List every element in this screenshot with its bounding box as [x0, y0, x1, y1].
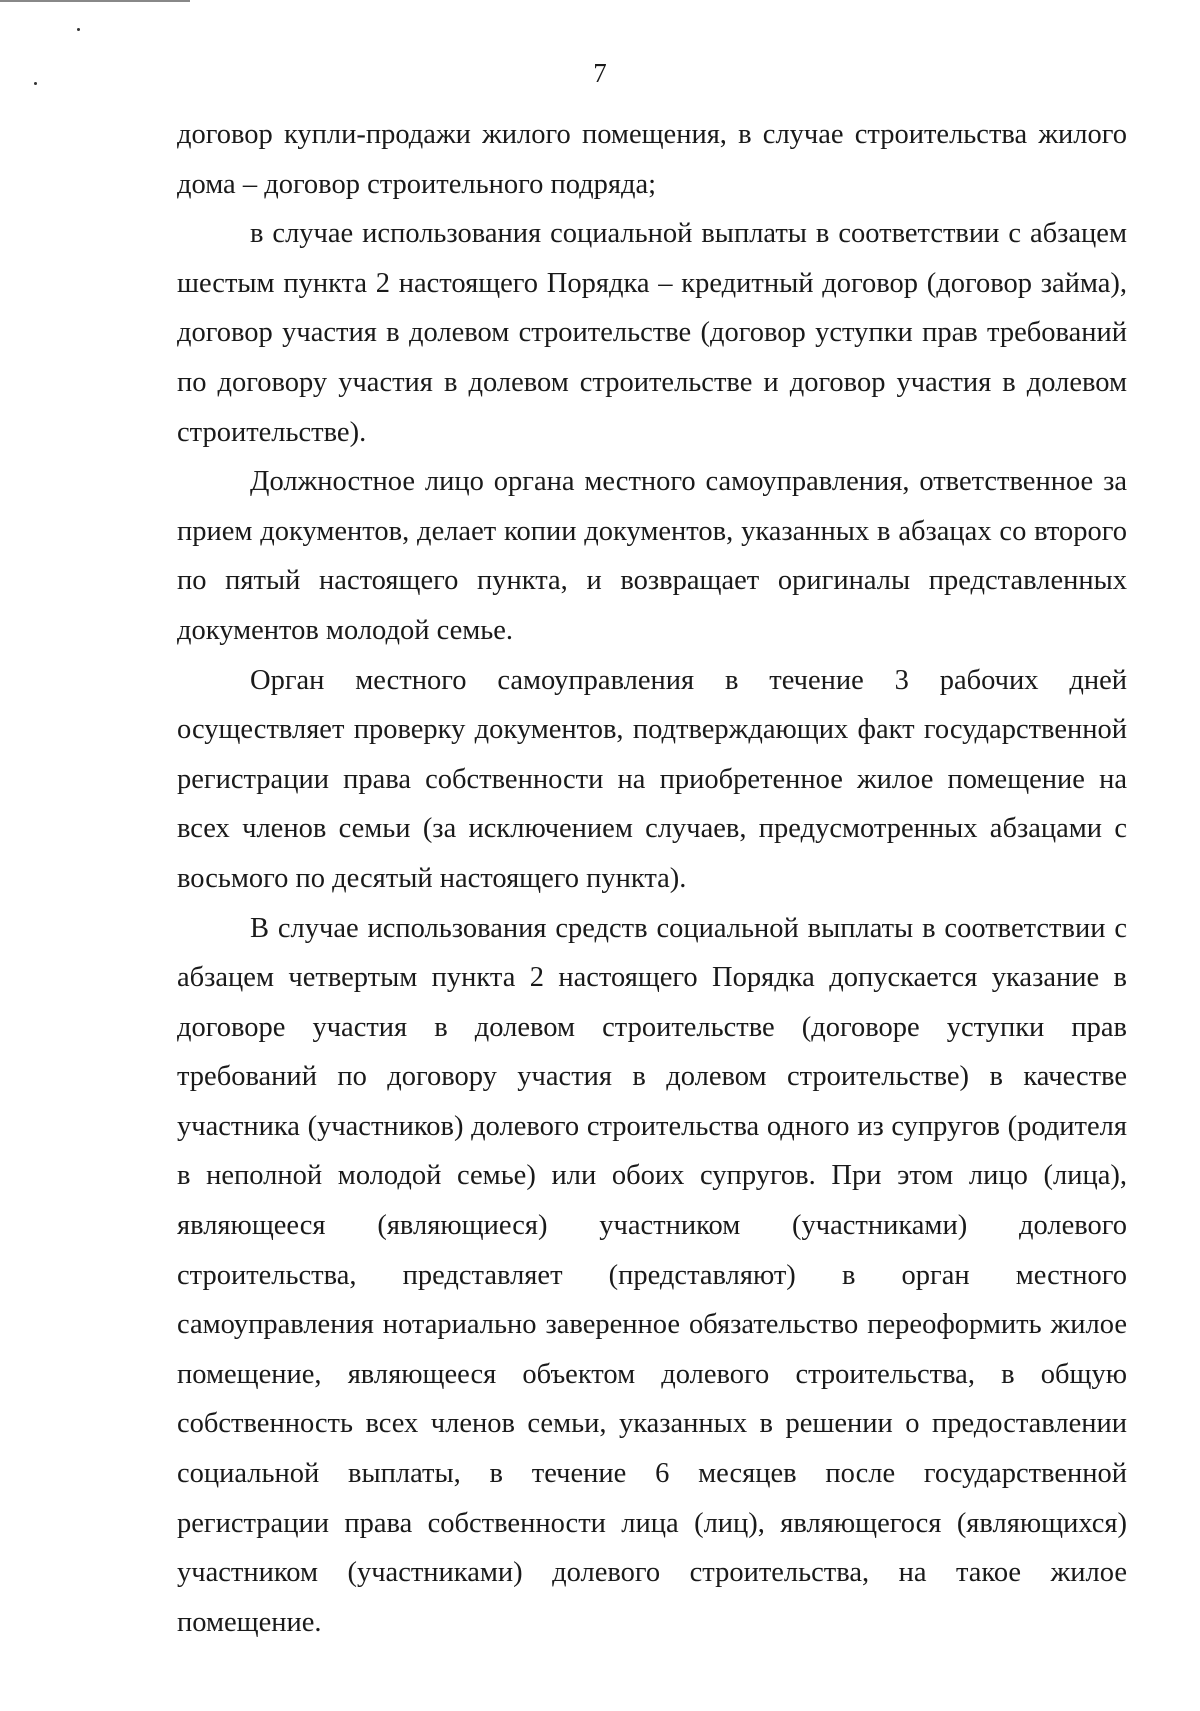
scan-edge-line	[0, 0, 190, 2]
paragraph: в случае использования социальной выплаты в соответствии с абзацем шестым пункта 2 настоящего Порядка – кредитный договор (договор займа), договор участия в долевом строительстве (договор уступки прав требований по договору участия в долевом строительстве и договор участия в долевом строительстве).	[177, 218, 1127, 448]
page-number: 7	[593, 58, 607, 88]
paragraph-continuation: договор купли-продажи жилого помещения, в случае строительства жилого дома – договор строительного подряда;	[177, 119, 1127, 200]
paragraph: Должностное лицо органа местного самоуправления, ответственное за прием документов, делает копии документов, указанных в абзацах со второго по пятый настоящего пункта, и возвращает оригиналы представленных документов молодой семье.	[177, 466, 1127, 646]
document-body	[177, 110, 1127, 1647]
paragraph: В случае использования средств социальной выплаты в соответствии с абзацем четвертым пункта 2 настоящего Порядка допускается указание в договоре участия в долевом строительстве (договоре уступки прав требований по договору участия в долевом строительстве) в качестве участника (участников) долевого строительства одного из супругов (родителя в неполной молодой семье) или обоих супругов. При этом лицо (лица), являющееся (являющиеся) участником (участниками) долевого строительства, представляет (представляют) в орган местного самоуправления нотариально заверенное обязательство переоформить жилое помещение, являющееся объектом долевого строительства, в общую собственность всех членов семьи, указанных в решении о предоставлении социальной выплаты, в течение 6 месяцев после государственной регистрации права собственности лица (лиц), являющегося (являющихся) участником (участниками) долевого строительства, на такое жилое помещение.	[177, 912, 1127, 1638]
paragraph: Орган местного самоуправления в течение 3 рабочих дней осуществляет проверку документов, подтверждающих факт государственной регистрации права собственности на приобретенное жилое помещение на всех членов семьи (за исключением случаев, предусмотренных абзацами с восьмого по десятый настоящего пункта).	[177, 664, 1127, 894]
scan-speck	[77, 28, 80, 31]
